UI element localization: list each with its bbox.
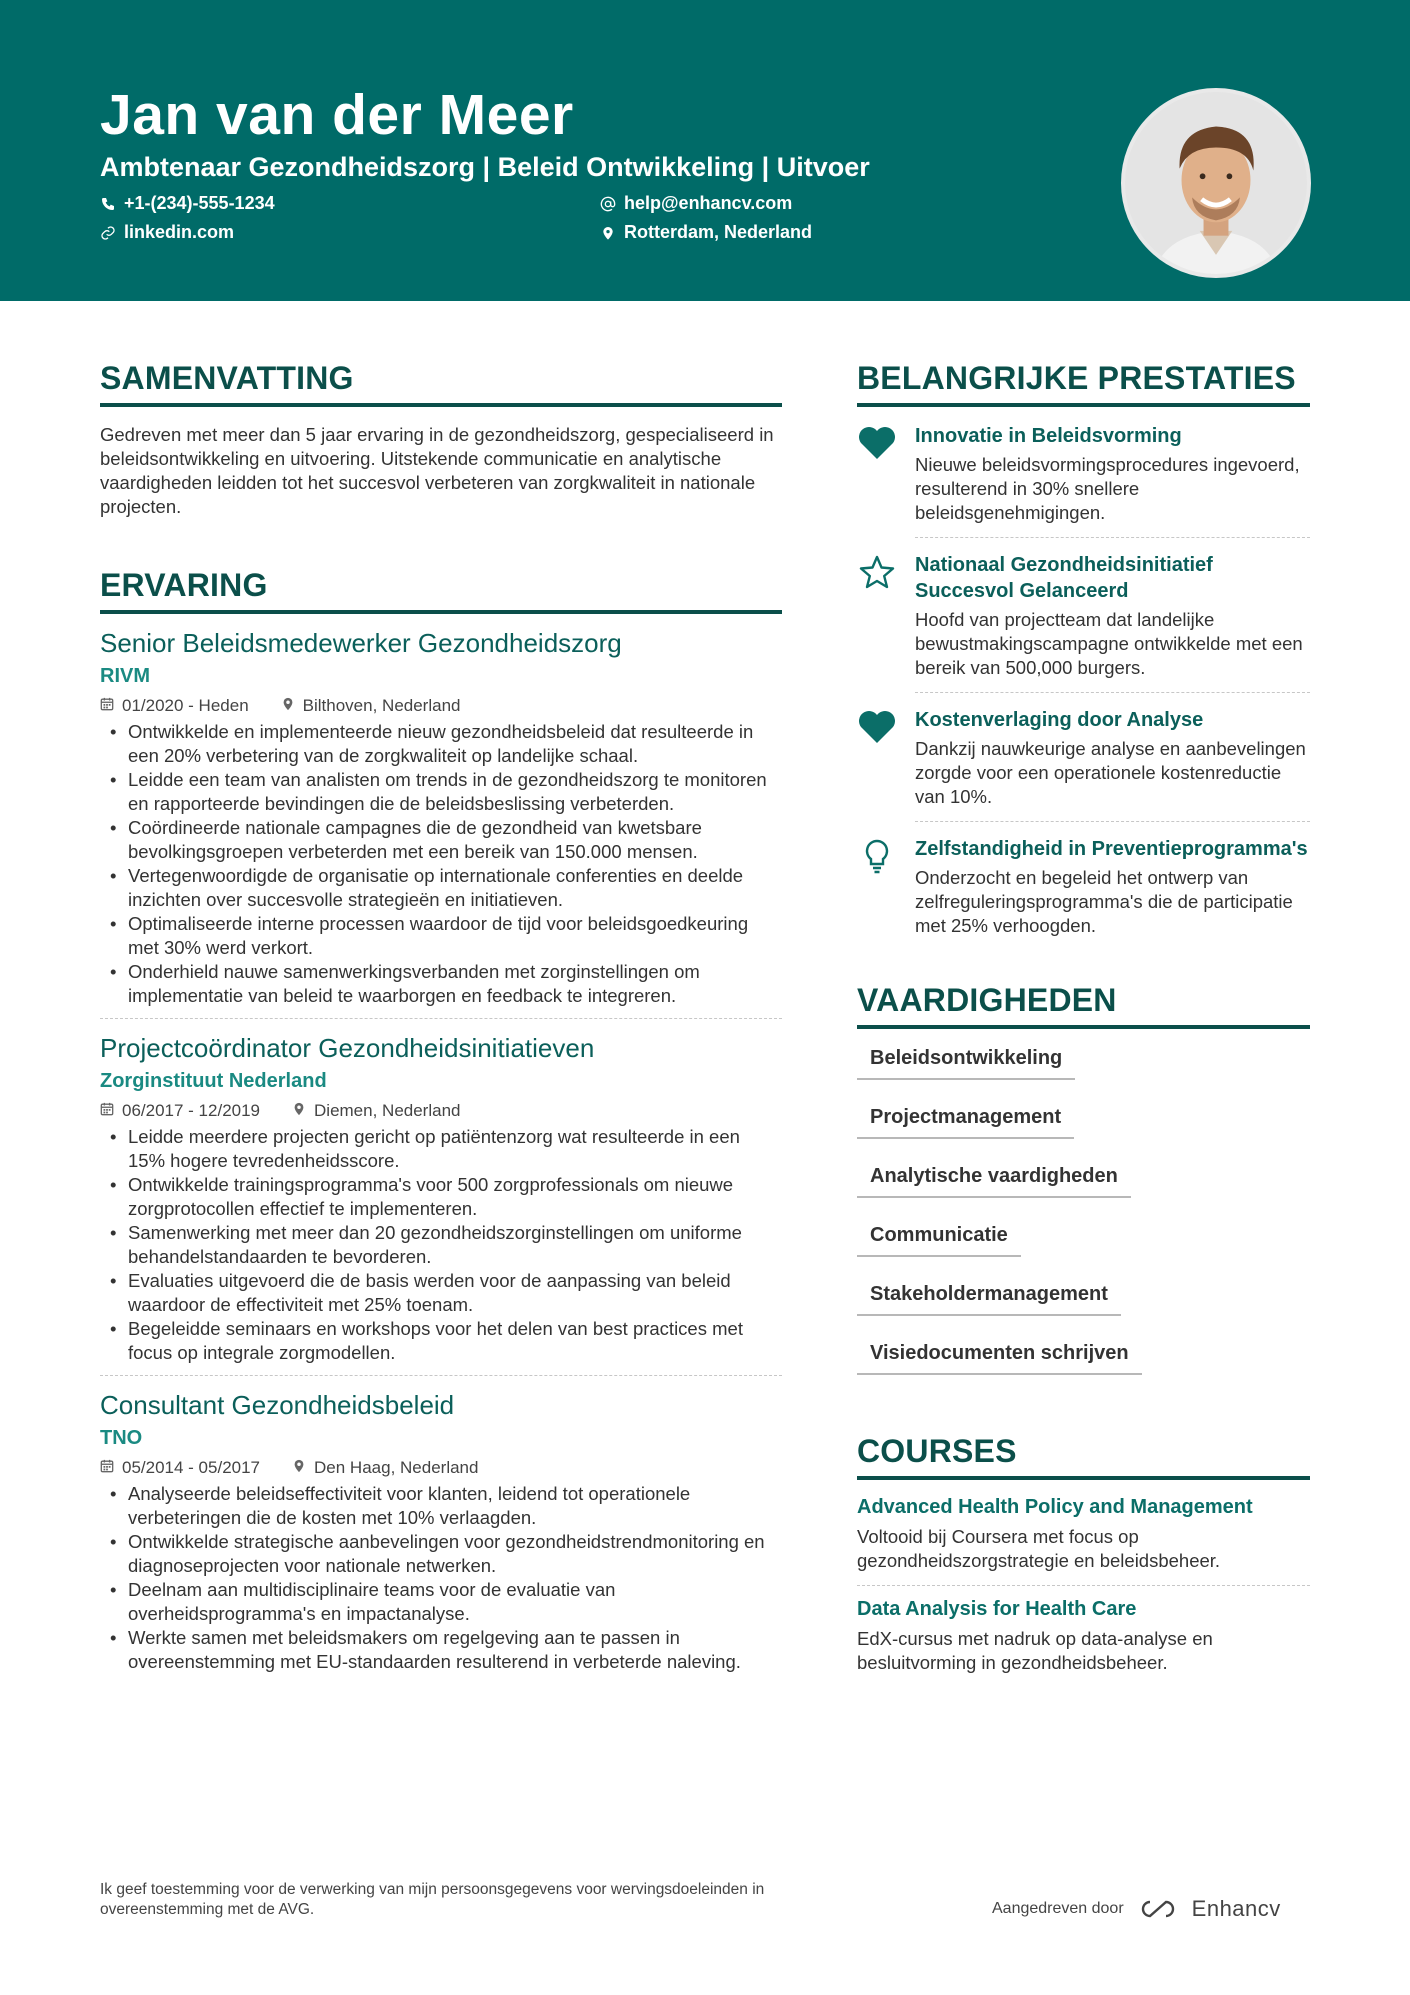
bullet-item: • Leidde een team van analisten om trends in de gezondheidszorg te monitoren en rapporteerde bevindingen die de beleidsbeslissing verbeterden.	[100, 768, 782, 816]
skill-row	[857, 1342, 1310, 1375]
job-bullets	[100, 1125, 782, 1365]
location-pin-icon	[292, 1101, 306, 1121]
job-bullets	[100, 1482, 782, 1674]
job-dates: 01/2020 - Heden	[122, 696, 249, 715]
left-column	[100, 360, 782, 1674]
bullet-item: • Deelnam aan multidisciplinaire teams voor de evaluatie van overheidsprogramma's en impactanalyse.	[100, 1578, 782, 1626]
bullet-item: • Begeleidde seminaars en workshops voor het delen van best practices met focus op integrale zorgmodellen.	[100, 1317, 782, 1365]
calendar-icon	[100, 696, 114, 716]
bullet-item: • Analyseerde beleidseffectiviteit voor klanten, leidend tot operationele verbeteringen die de kosten met 10% verlaagden.	[100, 1482, 782, 1530]
phone-icon	[100, 196, 116, 212]
profile-photo	[1121, 88, 1311, 278]
achievement-title: Innovatie in Beleidsvorming	[915, 425, 1182, 447]
right-column	[857, 360, 1310, 1675]
bullet-item: • Ontwikkelde en implementeerde nieuw gezondheidsbeleid dat resulteerde in een 20% verbetering van de zorgkwaliteit op landelijke schaal.	[100, 720, 782, 768]
courses-heading: COURSES	[857, 1433, 1310, 1480]
achievement-item	[857, 423, 1310, 525]
achievement-item	[857, 836, 1310, 938]
divider	[915, 692, 1310, 693]
job-entry	[100, 628, 782, 1008]
bullet-item: • Werkte samen met beleidsmakers om regelgeving aan te passen in overeenstemming met EU-standaarden resulterend in verbeterde naleving.	[100, 1626, 782, 1674]
job-meta	[100, 1458, 782, 1478]
skill-row	[857, 1165, 1310, 1198]
achievement-description: Dankzij nauwkeurige analyse en aanbevelingen zorgde voor een operationele kostenreductie van 10%.	[915, 738, 1306, 807]
linkedin-text[interactable]: linkedin.com	[124, 222, 235, 242]
job-location	[292, 1458, 478, 1478]
contact-phone	[100, 193, 275, 214]
achievement-content	[915, 707, 1310, 809]
course-title: Advanced Health Policy and Management	[857, 1496, 1253, 1518]
job-bullets	[100, 720, 782, 1008]
email-text[interactable]: help@enhancv.com	[624, 193, 793, 213]
achievements-heading: BELANGRIJKE PRESTATIES	[857, 360, 1310, 407]
location-pin-icon	[281, 696, 295, 716]
heart-icon	[857, 707, 897, 809]
job-dates: 05/2014 - 05/2017	[122, 1458, 261, 1477]
course-item	[857, 1598, 1310, 1675]
divider	[100, 1375, 782, 1376]
job-location	[281, 696, 461, 716]
achievement-item	[857, 707, 1310, 809]
courses-list	[857, 1496, 1310, 1675]
consent-note: Ik geef toestemming voor de verwerking van mijn persoonsgegevens voor wervingsdoeleinden in overeenstemming met de AVG.	[100, 1881, 765, 1918]
bullet-item: • Samenwerking met meer dan 20 gezondheidszorginstellingen om uniforme behandelstandaarden te bevorderen.	[100, 1221, 782, 1269]
bullet-item: • Onderhield nauwe samenwerkingsverbanden met zorginstellingen om implementatie van beleid te waarborgen en feedback te integreren.	[100, 960, 782, 1008]
skill-tag: Projectmanagement	[857, 1106, 1074, 1139]
bullet-item: • Vertegenwoordigde de organisatie op internationale conferenties en deelde inzichten over succesvolle strategieën en initiatieven.	[100, 864, 782, 912]
skill-tag: Analytische vaardigheden	[857, 1165, 1131, 1198]
divider	[915, 537, 1310, 538]
job-entry	[100, 1390, 782, 1674]
achievement-title: Zelfstandigheid in Preventieprogramma's	[915, 838, 1308, 860]
achievement-content	[915, 836, 1310, 938]
bullet-item: • Optimaliseerde interne processen waardoor de tijd voor beleidsgoedkeuring met 30% werd verkort.	[100, 912, 782, 960]
bullet-item: • Ontwikkelde strategische aanbevelingen voor gezondheidstrendmonitoring en diagnoseprojecten voor nationale netwerken.	[100, 1530, 782, 1578]
avatar	[1125, 92, 1307, 274]
lightbulb-icon	[857, 836, 897, 938]
skill-tag: Beleidsontwikkeling	[857, 1047, 1075, 1080]
achievement-description: Hoofd van projectteam dat landelijke bewustmakingscampagne ontwikkelde met een bereik van 500,000 burgers.	[915, 609, 1303, 678]
achievement-description: Onderzocht en begeleid het ontwerp van zelfreguleringsprogramma's die de participatie met 25% verhoogden.	[915, 867, 1293, 936]
skill-row	[857, 1106, 1310, 1139]
company-name[interactable]: TNO	[100, 1427, 143, 1449]
powered-by-label: Aangedreven door	[992, 1900, 1124, 1917]
powered-by[interactable]	[992, 1896, 1281, 1922]
bullet-item: • Evaluaties uitgevoerd die de basis werden voor de aanpassing van beleid waardoor de effectiviteit met 25% toenam.	[100, 1269, 782, 1317]
achievement-content	[915, 552, 1310, 680]
divider	[857, 1585, 1310, 1586]
job-dates: 06/2017 - 12/2019	[122, 1101, 261, 1120]
job-location-text: Bilthoven, Nederland	[302, 696, 461, 715]
job-title: Senior Beleidsmedewerker Gezondheidszorg	[100, 628, 622, 658]
brand-name: Enhancv	[1191, 1896, 1281, 1921]
skill-row	[857, 1283, 1310, 1316]
job-title: Consultant Gezondheidsbeleid	[100, 1390, 455, 1420]
achievement-description: Nieuwe beleidsvormingsprocedures ingevoerd, resulterend in 30% snellere beleidsgenehmigingen.	[915, 454, 1300, 523]
phone-text: +1-(234)-555-1234	[124, 193, 275, 213]
achievement-item	[857, 552, 1310, 680]
contact-email[interactable]	[600, 193, 792, 214]
contact-location	[600, 222, 812, 243]
calendar-icon	[100, 1101, 114, 1121]
course-description: Voltooid bij Coursera met focus op gezondheidszorgstrategie en beleidsbeheer.	[857, 1526, 1221, 1571]
summary-text: Gedreven met meer dan 5 jaar ervaring in de gezondheidszorg, gespecialiseerd in beleidsontwikkeling en uitvoering. Uitstekende communicatie en analytische vaardigheden leidden tot het succesvol verbeteren van zorgkwaliteit in nationale projecten.	[100, 424, 774, 517]
job-title: Projectcoördinator Gezondheidsinitiatieven	[100, 1033, 595, 1063]
summary-heading: SAMENVATTING	[100, 360, 782, 407]
skills-list	[857, 1047, 1310, 1375]
location-pin-icon	[600, 225, 616, 241]
achievement-content	[915, 423, 1310, 525]
experience-heading: ERVARING	[100, 567, 782, 614]
candidate-tagline: Ambtenaar Gezondheidszorg | Beleid Ontwikkeling | Uitvoer	[100, 152, 870, 182]
link-icon	[100, 225, 116, 241]
bullet-item: • Leidde meerdere projecten gericht op patiëntenzorg wat resulteerde in een 15% hogere tevredenheidsscore.	[100, 1125, 782, 1173]
course-description: EdX-cursus met nadruk op data-analyse en besluitvorming in gezondheidsbeheer.	[857, 1628, 1213, 1673]
job-location-text: Den Haag, Nederland	[314, 1458, 479, 1477]
skill-tag: Visiedocumenten schrijven	[857, 1342, 1142, 1375]
divider	[100, 1018, 782, 1019]
experience-list	[100, 628, 782, 1674]
skill-row	[857, 1047, 1310, 1080]
calendar-icon	[100, 1458, 114, 1478]
job-meta	[100, 696, 782, 716]
achievement-title: Nationaal Gezondheidsinitiatief Succesvol Gelanceerd	[915, 554, 1213, 602]
skill-tag: Stakeholdermanagement	[857, 1283, 1121, 1316]
skill-row	[857, 1224, 1310, 1257]
at-icon	[600, 196, 616, 212]
job-location	[292, 1101, 460, 1121]
contact-linkedin[interactable]	[100, 222, 234, 243]
skills-heading: VAARDIGHEDEN	[857, 982, 1310, 1029]
divider	[915, 821, 1310, 822]
location-pin-icon	[292, 1458, 306, 1478]
achievement-title: Kostenverlaging door Analyse	[915, 709, 1204, 731]
bullet-item: • Coördineerde nationale campagnes die de gezondheid van kwetsbare bevolkingsgroepen verbeterden met een bereik van 150.000 mensen.	[100, 816, 782, 864]
skill-tag: Communicatie	[857, 1224, 1021, 1257]
company-name[interactable]: Zorginstituut Nederland	[100, 1070, 327, 1092]
job-meta	[100, 1101, 782, 1121]
job-entry	[100, 1033, 782, 1365]
candidate-name: Jan van der Meer	[100, 83, 574, 147]
bullet-item: • Ontwikkelde trainingsprogramma's voor 500 zorgprofessionals om nieuwe zorgprotocollen effectief te implementeren.	[100, 1173, 782, 1221]
star-icon	[857, 552, 897, 680]
location-text: Rotterdam, Nederland	[624, 222, 813, 242]
course-title: Data Analysis for Health Care	[857, 1598, 1137, 1620]
enhancv-logo-icon	[1136, 1898, 1180, 1920]
header-banner	[0, 0, 1410, 301]
achievements-list	[857, 423, 1310, 938]
heart-icon	[857, 423, 897, 525]
job-location-text: Diemen, Nederland	[314, 1101, 461, 1120]
course-item	[857, 1496, 1310, 1573]
company-name[interactable]: RIVM	[100, 665, 150, 687]
